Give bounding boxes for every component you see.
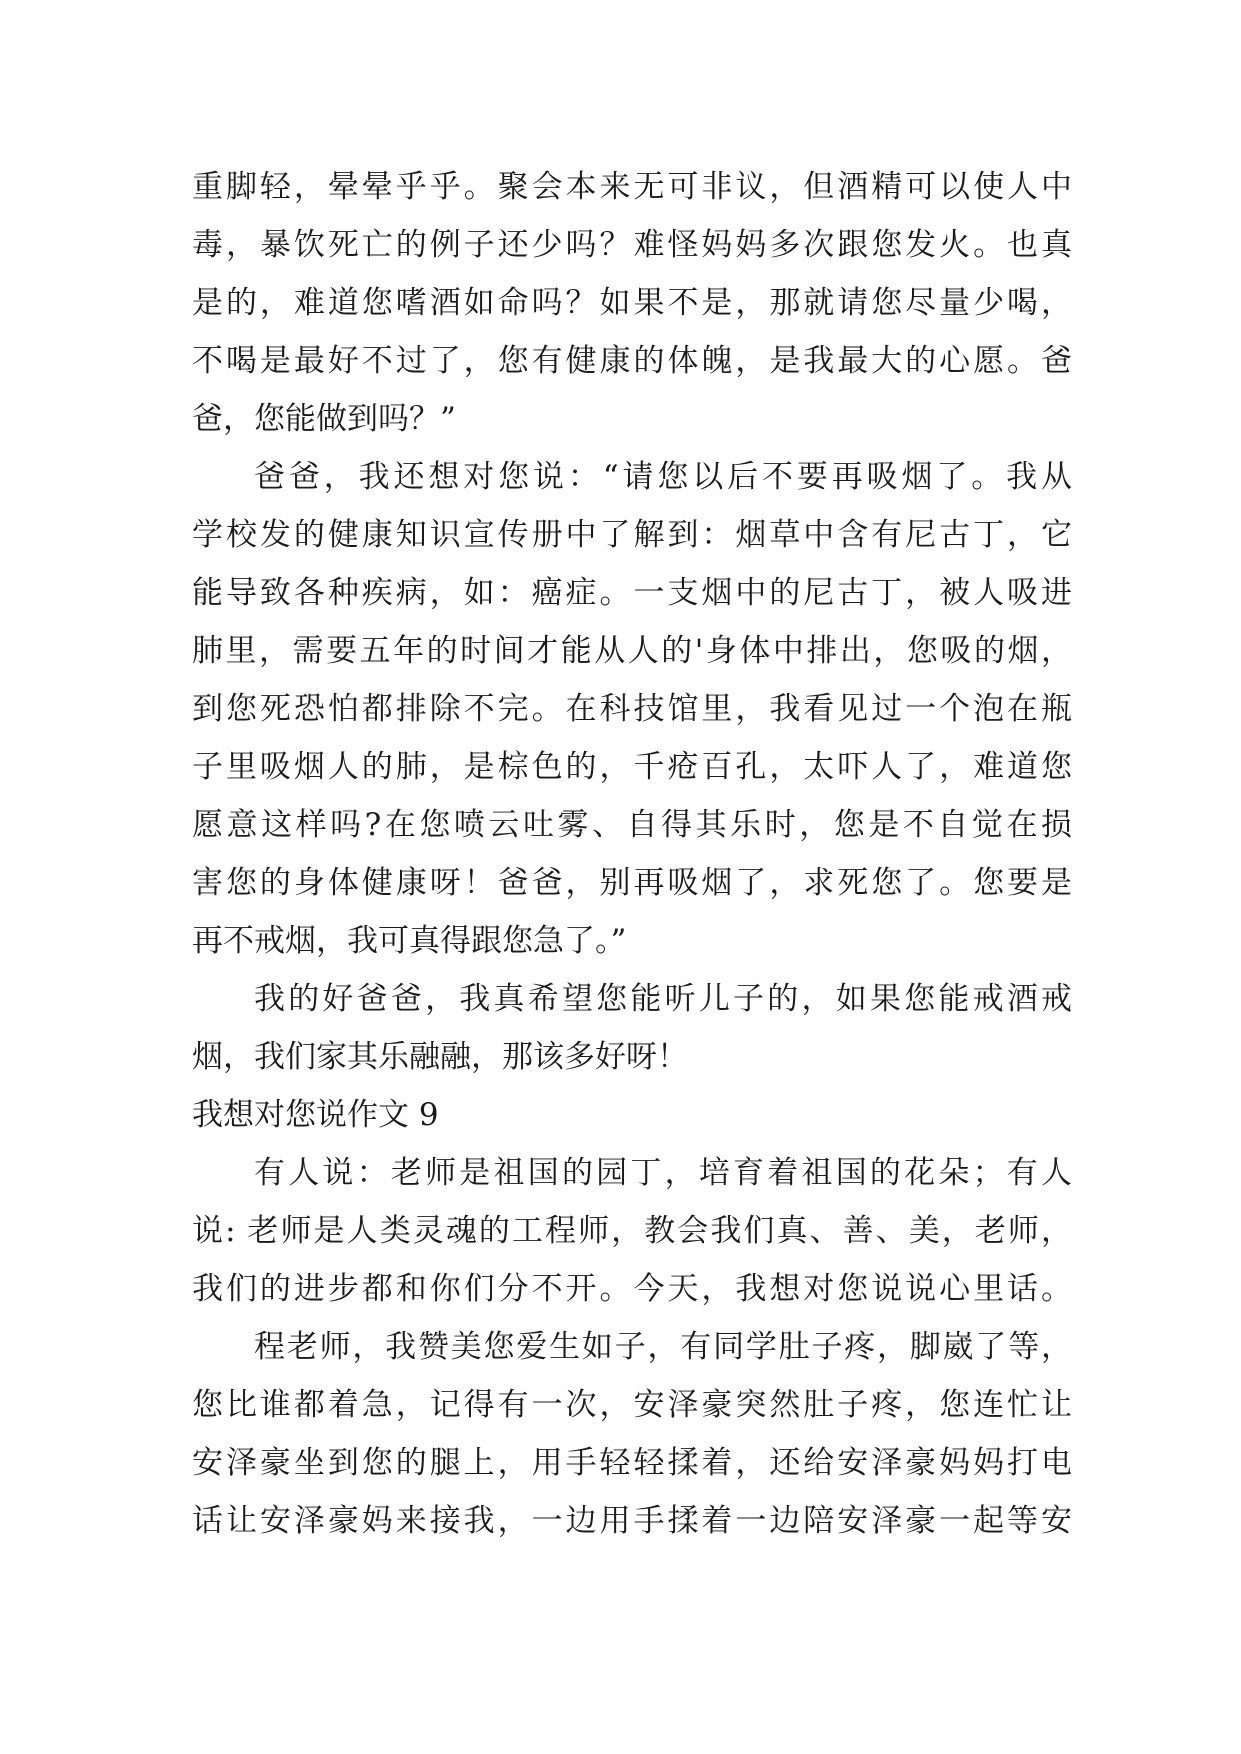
text-line: 您比谁都着急，记得有一次，安泽豪突然肚子疼，您连忙让 <box>192 1387 1072 1423</box>
text-line: 话让安泽豪妈来接我，一边用手揉着一边陪安泽豪一起等安 <box>192 1503 1072 1539</box>
text-line: 到您死恐怕都排除不完。在科技馆里，我看见过一个泡在瓶 <box>192 691 1072 727</box>
text-line: 能导致各种疾病，如：癌症。一支烟中的尼古丁，被人吸进 <box>192 575 1072 611</box>
text-line: 我们的进步都和你们分不开。今天，我想对您说说心里话。 <box>192 1271 1072 1307</box>
text-line: 愿意这样吗?在您喷云吐雾、自得其乐时，您是不自觉在损 <box>192 807 1072 843</box>
text-line: 肺里，需要五年的时间才能从人的'身体中排出，您吸的烟， <box>192 633 1072 669</box>
text-line: 说: 老师是人类灵魂的工程师，教会我们真、善、美，老师， <box>192 1213 1072 1249</box>
text-line: 我的好爸爸，我真希望您能听儿子的，如果您能戒酒戒 <box>254 981 1072 1017</box>
text-line: 是的，难道您嗜酒如命吗？如果不是，那就请您尽量少喝， <box>192 285 1072 321</box>
text-line: 有人说：老师是祖国的园丁，培育着祖国的花朵；有人 <box>254 1155 1072 1191</box>
text-line: 不喝是最好不过了，您有健康的体魄，是我最大的心愿。爸 <box>192 343 1072 379</box>
text-line: 爸爸，我还想对您说：“请您以后不要再吸烟了。我从 <box>254 459 1072 495</box>
text-line: 子里吸烟人的肺，是棕色的，千疮百孔，太吓人了，难道您 <box>192 749 1072 785</box>
text-line: 害您的身体健康呀！爸爸，别再吸烟了，求死您了。您要是 <box>192 865 1072 901</box>
text-line: 程老师，我赞美您爱生如子，有同学肚子疼，脚崴了等， <box>254 1329 1072 1365</box>
text-line: 毒，暴饮死亡的例子还少吗？难怪妈妈多次跟您发火。也真 <box>192 227 1072 263</box>
text-line: 烟，我们家其乐融融，那该多好呀！ <box>192 1039 688 1075</box>
document-body <box>192 158 1072 1550</box>
text-line: 安泽豪坐到您的腿上，用手轻轻揉着，还给安泽豪妈妈打电 <box>192 1445 1072 1481</box>
text-line: 学校发的健康知识宣传册中了解到：烟草中含有尼古丁，它 <box>192 517 1072 553</box>
text-line: 再不戒烟，我可真得跟您急了。” <box>192 923 627 959</box>
text-line: 爸，您能做到吗？” <box>192 401 456 437</box>
section-heading: 我想对您说作文 9 <box>192 1097 439 1133</box>
text-line: 重脚轻，晕晕乎乎。聚会本来无可非议，但酒精可以使人中 <box>192 169 1072 205</box>
